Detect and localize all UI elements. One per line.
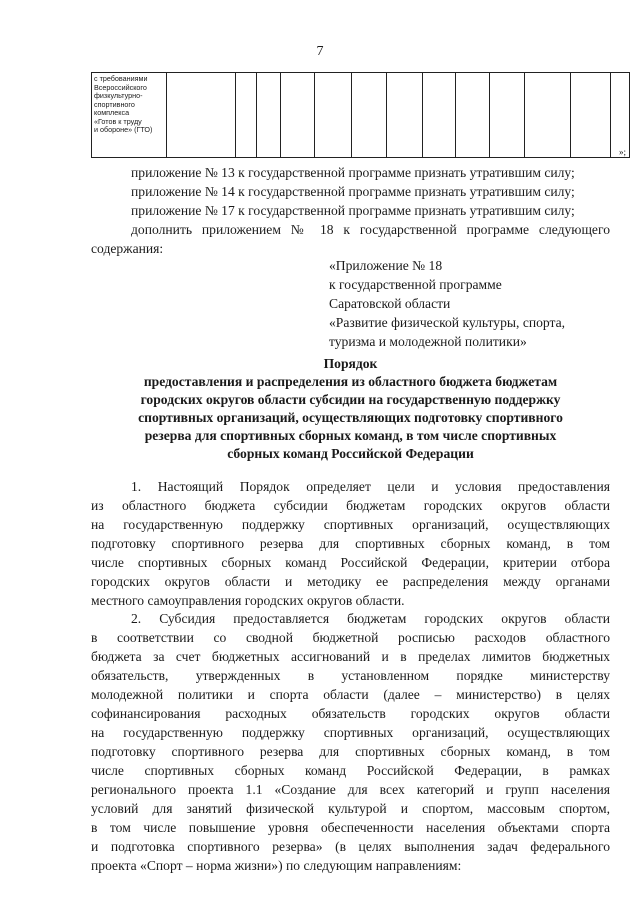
- table-cell: [257, 73, 281, 158]
- paragraph-1-line: на государственную поддержку спортивных организаций, осуществляющих: [91, 517, 610, 532]
- document-title-line: сборных команд Российской Федерации: [227, 446, 474, 461]
- table-label-line: Всероссийского: [94, 82, 147, 92]
- appendix-header-line: «Развитие физической культуры, спорта,: [329, 315, 566, 330]
- addition-line: дополнить приложением № 18 к государственной программе следующего: [131, 222, 610, 237]
- paragraph-2-line: проекта «Спорт – норма жизни») по следующим направлениям:: [91, 858, 462, 873]
- paragraph-1-line: числе спортивных сборных команд Российской Федерации, критерии отбора: [91, 555, 610, 570]
- table-cell: [352, 73, 387, 158]
- table-cell-label: [92, 73, 167, 158]
- paragraph-2-line: бюджета за счет бюджетных ассигнований и в пределах лимитов бюджетных: [91, 649, 610, 664]
- table-cell: [281, 73, 315, 158]
- paragraph-2-line: обязательств, утвержденных в установленном порядке министерству: [91, 668, 610, 683]
- appendix-header-line: к государственной программе: [329, 277, 502, 292]
- paragraph-2-line: и подготовка спортивного резерва» (в целях выполнения задач федерального: [91, 839, 610, 854]
- table-cell: [456, 73, 490, 158]
- table-cell: [387, 73, 423, 158]
- paragraph-2-line: 2. Субсидия предоставляется бюджетам городских округов области: [131, 611, 610, 626]
- table-label-line: физкультурно-: [94, 91, 143, 100]
- table-label-line: спортивного: [94, 99, 135, 109]
- addition-line: содержания:: [91, 241, 164, 256]
- table-cell: [423, 73, 456, 158]
- paragraph-1-line: 1. Настоящий Порядок определяет цели и условия предоставления: [131, 479, 610, 494]
- paragraph-2-line: регионального проекта 1.1 «Создание для всех категорий и групп населения: [91, 782, 610, 797]
- document-title-line: городских округов области субсидии на государственную поддержку: [140, 392, 561, 407]
- paragraph-2-line: в соответствии со сводной бюджетной росписью расходов областного: [91, 630, 610, 645]
- table-fragment: [91, 72, 630, 158]
- amendment-line: приложение № 14 к государственной программе признать утратившим силу;: [131, 184, 575, 199]
- table-label-line: комплекса: [94, 108, 130, 117]
- table-cell: [315, 73, 352, 158]
- paragraph-2-line: молодежной политики и спорта области (далее – министерство) в целях: [91, 687, 610, 702]
- paragraph-2-line: софинансирования расходных обязательств городских округов области: [91, 706, 610, 721]
- table-closing-mark: »;: [611, 73, 630, 158]
- document-title-heading: Порядок: [323, 356, 378, 371]
- document-title-line: спортивных организаций, осуществляющих подготовку спортивного: [138, 410, 563, 425]
- paragraph-1-line: из областного бюджета субсидии бюджетам городских округов области: [91, 498, 610, 513]
- table-label-line: и обороне» (ГТО): [94, 125, 153, 134]
- table-cell: [236, 73, 257, 158]
- paragraph-1-line: подготовку спортивного резерва для спортивных сборных команд, в том: [91, 536, 610, 551]
- table-label-line: с требованиями: [94, 74, 148, 83]
- table-cell: [571, 73, 611, 158]
- table-label-line: «Готов к труду: [94, 116, 142, 126]
- table-cell: [167, 73, 236, 158]
- paragraph-2-line: числе спортивных сборных команд Российской Федерации, в рамках: [91, 763, 610, 778]
- paragraph-2-line: подготовку спортивного резерва для спортивных сборных команд, в том: [91, 744, 610, 759]
- document-title-line: резерва для спортивных сборных команд, в том числе спортивных: [144, 428, 557, 443]
- appendix-header-line: «Приложение № 18: [329, 258, 443, 273]
- paragraph-2-line: условий для занятий физической культурой и спортом, массовым спортом,: [91, 801, 610, 816]
- document-title-line: предоставления и распределения из областного бюджета бюджетам: [143, 374, 558, 389]
- page-number: 7: [316, 44, 324, 59]
- amendment-line: приложение № 13 к государственной программе признать утратившим силу;: [131, 165, 575, 180]
- appendix-header-line: туризма и молодежной политики»: [329, 334, 527, 349]
- paragraph-1-line: местного самоуправления городских округов области.: [91, 593, 405, 608]
- amendment-line: приложение № 17 к государственной программе признать утратившим силу;: [131, 203, 575, 218]
- paragraph-1-line: городских округов области и методику ее распределения между органами: [91, 574, 610, 589]
- table-cell: [490, 73, 525, 158]
- table-cell: [525, 73, 571, 158]
- appendix-header-line: Саратовской области: [329, 296, 451, 311]
- paragraph-2-line: на государственную поддержку спортивных организаций, осуществляющих: [91, 725, 610, 740]
- paragraph-2-line: в том числе повышение уровня обеспеченности населения объектами спорта: [91, 820, 610, 835]
